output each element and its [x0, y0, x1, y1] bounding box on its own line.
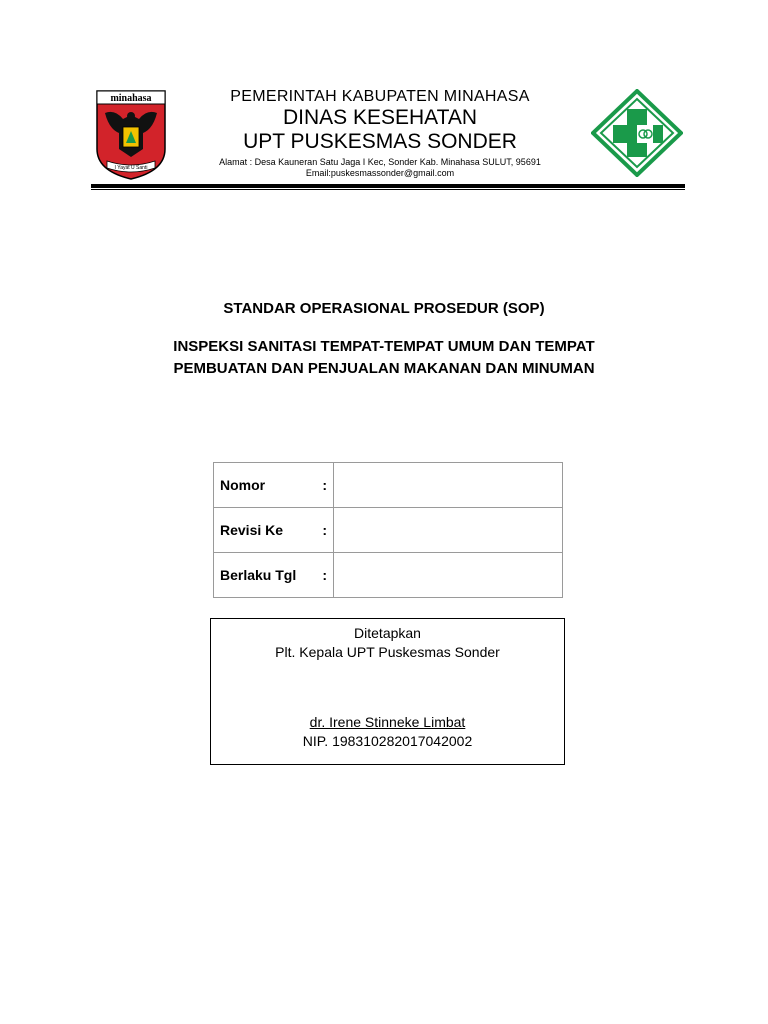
info-value-cell [334, 463, 563, 508]
established-label: Ditetapkan [354, 625, 421, 641]
signer-position: Plt. Kepala UPT Puskesmas Sonder [275, 644, 500, 660]
document-title [0, 336, 768, 380]
letterhead [180, 88, 580, 179]
government-name: PEMERINTAH KABUPATEN MINAHASA [230, 88, 530, 105]
info-label-cell [214, 463, 334, 508]
signer-nip: NIP. 198310282017042002 [302, 733, 473, 749]
document-info-table [213, 462, 563, 598]
signature-box [210, 618, 565, 765]
info-label-cell [214, 553, 334, 598]
header-divider-thin [91, 189, 685, 190]
table-row [214, 508, 563, 553]
info-value-cell [334, 508, 563, 553]
info-colon: : [322, 522, 327, 538]
emblem-title-text: minahasa [110, 93, 152, 104]
table-row [214, 463, 563, 508]
info-value-cell [334, 553, 563, 598]
info-colon: : [322, 477, 327, 493]
address-line: Alamat : Desa Kauneran Satu Jaga I Kec, Sonder Kab. Minahasa SULUT, 95691 [219, 157, 541, 167]
info-label-cell [214, 508, 334, 553]
unit-name: UPT PUSKESMAS SONDER [243, 130, 517, 153]
document-title-line1: INSPEKSI SANITASI TEMPAT-TEMPAT UMUM DAN TEMPAT [173, 338, 595, 355]
info-label: Nomor [220, 477, 266, 493]
minahasa-emblem-logo [93, 89, 169, 181]
document-title-line2: PEMBUATAN DAN PENJUALAN MAKANAN DAN MINUMAN [173, 360, 595, 377]
info-label: Revisi Ke [220, 522, 284, 538]
signer-name: dr. Irene Stinneke Limbat [309, 714, 466, 730]
puskesmas-logo [591, 89, 683, 177]
department-name: DINAS KESEHATAN [282, 106, 478, 129]
email-line: Email:puskesmassonder@gmail.com [305, 168, 455, 178]
emblem-motto-text: I Yayat U Santi [114, 165, 148, 171]
header-divider-thick [91, 184, 685, 188]
info-label: Berlaku Tgl [220, 567, 297, 583]
info-colon: : [322, 567, 327, 583]
table-row [214, 553, 563, 598]
document-type: STANDAR OPERASIONAL PROSEDUR (SOP) [223, 300, 545, 317]
